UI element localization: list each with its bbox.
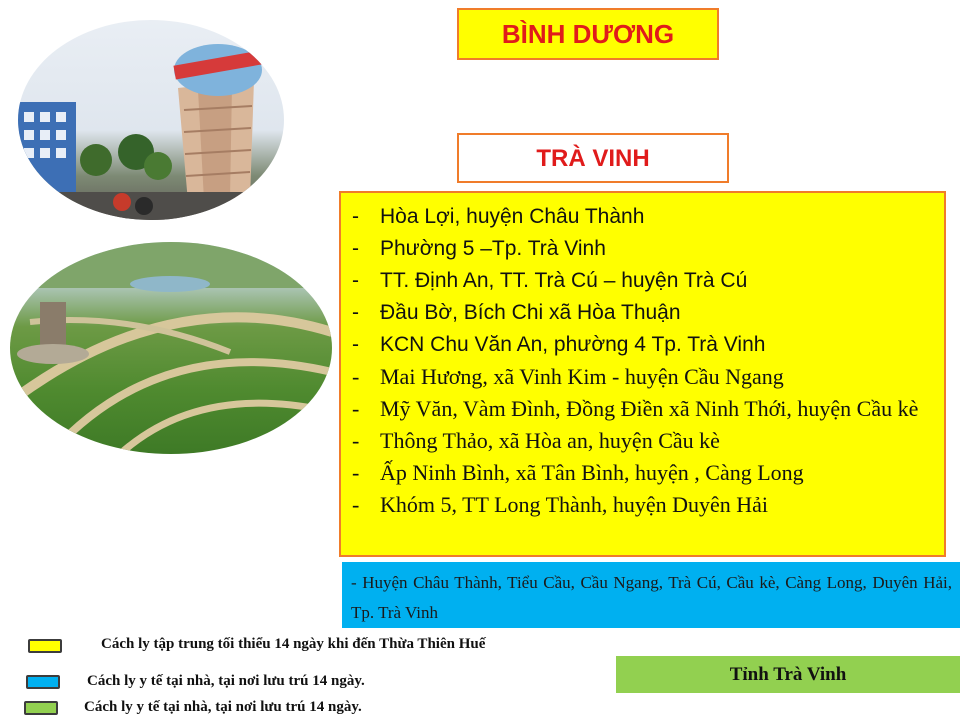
bullet-dash: - <box>352 428 360 453</box>
bullet-dash: - <box>352 205 359 228</box>
legend-swatch-green <box>24 701 58 715</box>
bullet-dash: - <box>352 237 359 260</box>
bullet-dash: - <box>352 301 359 324</box>
location-text: Ấp Ninh Bình, xã Tân Bình, huyện , Càng Long <box>380 460 804 485</box>
legend-label-concentrated-quarantine: Cách ly tập trung tối thiểu 14 ngày khi đến Thừa Thiên Huế <box>101 636 486 652</box>
legend-swatch-blue <box>26 675 60 689</box>
quarantine-locations-box <box>339 191 946 557</box>
location-text: Mai Hương, xã Vinh Kim - huyện Cầu Ngang <box>380 364 784 389</box>
location-text: TT. Định An, TT. Trà Cú – huyện Trà Cú <box>380 269 748 292</box>
location-text: Hòa Lợi, huyện Châu Thành <box>380 205 645 228</box>
location-text: KCN Chu Văn An, phường 4 Tp. Trà Vinh <box>380 333 766 356</box>
location-item <box>349 297 936 329</box>
tra-vinh-park-photo <box>10 242 332 454</box>
legend-swatch-yellow <box>28 639 62 653</box>
binh-duong-photo <box>18 20 284 220</box>
binh-duong-landmark-image <box>18 20 284 220</box>
bullet-dash: - <box>352 396 360 421</box>
location-text: Khóm 5, TT Long Thành, huyện Duyên Hải <box>380 492 769 517</box>
location-item <box>349 425 936 457</box>
location-item <box>349 489 936 521</box>
bullet-dash: - <box>352 333 359 356</box>
location-item <box>349 361 936 393</box>
location-item <box>349 329 936 361</box>
tra-vinh-heading: TRÀ VINH <box>457 133 729 183</box>
tra-vinh-park-image <box>10 242 332 454</box>
location-text: Phường 5 –Tp. Trà Vinh <box>380 237 606 260</box>
districts-note: - Huyện Châu Thành, Tiểu Cầu, Cầu Ngang, Trà Cú, Cầu kè, Càng Long, Duyên Hải, Tp. Trà Vinh <box>342 562 960 628</box>
location-item <box>349 201 936 233</box>
location-text: Mỹ Văn, Vàm Đình, Đồng Điền xã Ninh Thới, huyện Cầu kè <box>380 396 919 421</box>
province-label: Tỉnh Trà Vinh <box>616 656 960 693</box>
location-item <box>349 393 936 425</box>
bullet-dash: - <box>352 269 359 292</box>
legend-label-home-quarantine-blue: Cách ly y tế tại nhà, tại nơi lưu trú 14 ngày. <box>87 673 365 689</box>
bullet-dash: - <box>352 460 360 485</box>
location-text: Thông Thảo, xã Hòa an, huyện Cầu kè <box>380 428 720 453</box>
bullet-dash: - <box>352 492 360 517</box>
locations-list <box>349 201 936 521</box>
legend-label-home-quarantine-green: Cách ly y tế tại nhà, tại nơi lưu trú 14 ngày. <box>84 699 362 715</box>
binh-duong-heading: BÌNH DƯƠNG <box>457 8 719 60</box>
location-item <box>349 233 936 265</box>
location-text: Đầu Bờ, Bích Chi xã Hòa Thuận <box>380 301 681 324</box>
location-item <box>349 457 936 489</box>
location-item <box>349 265 936 297</box>
bullet-dash: - <box>352 364 360 389</box>
